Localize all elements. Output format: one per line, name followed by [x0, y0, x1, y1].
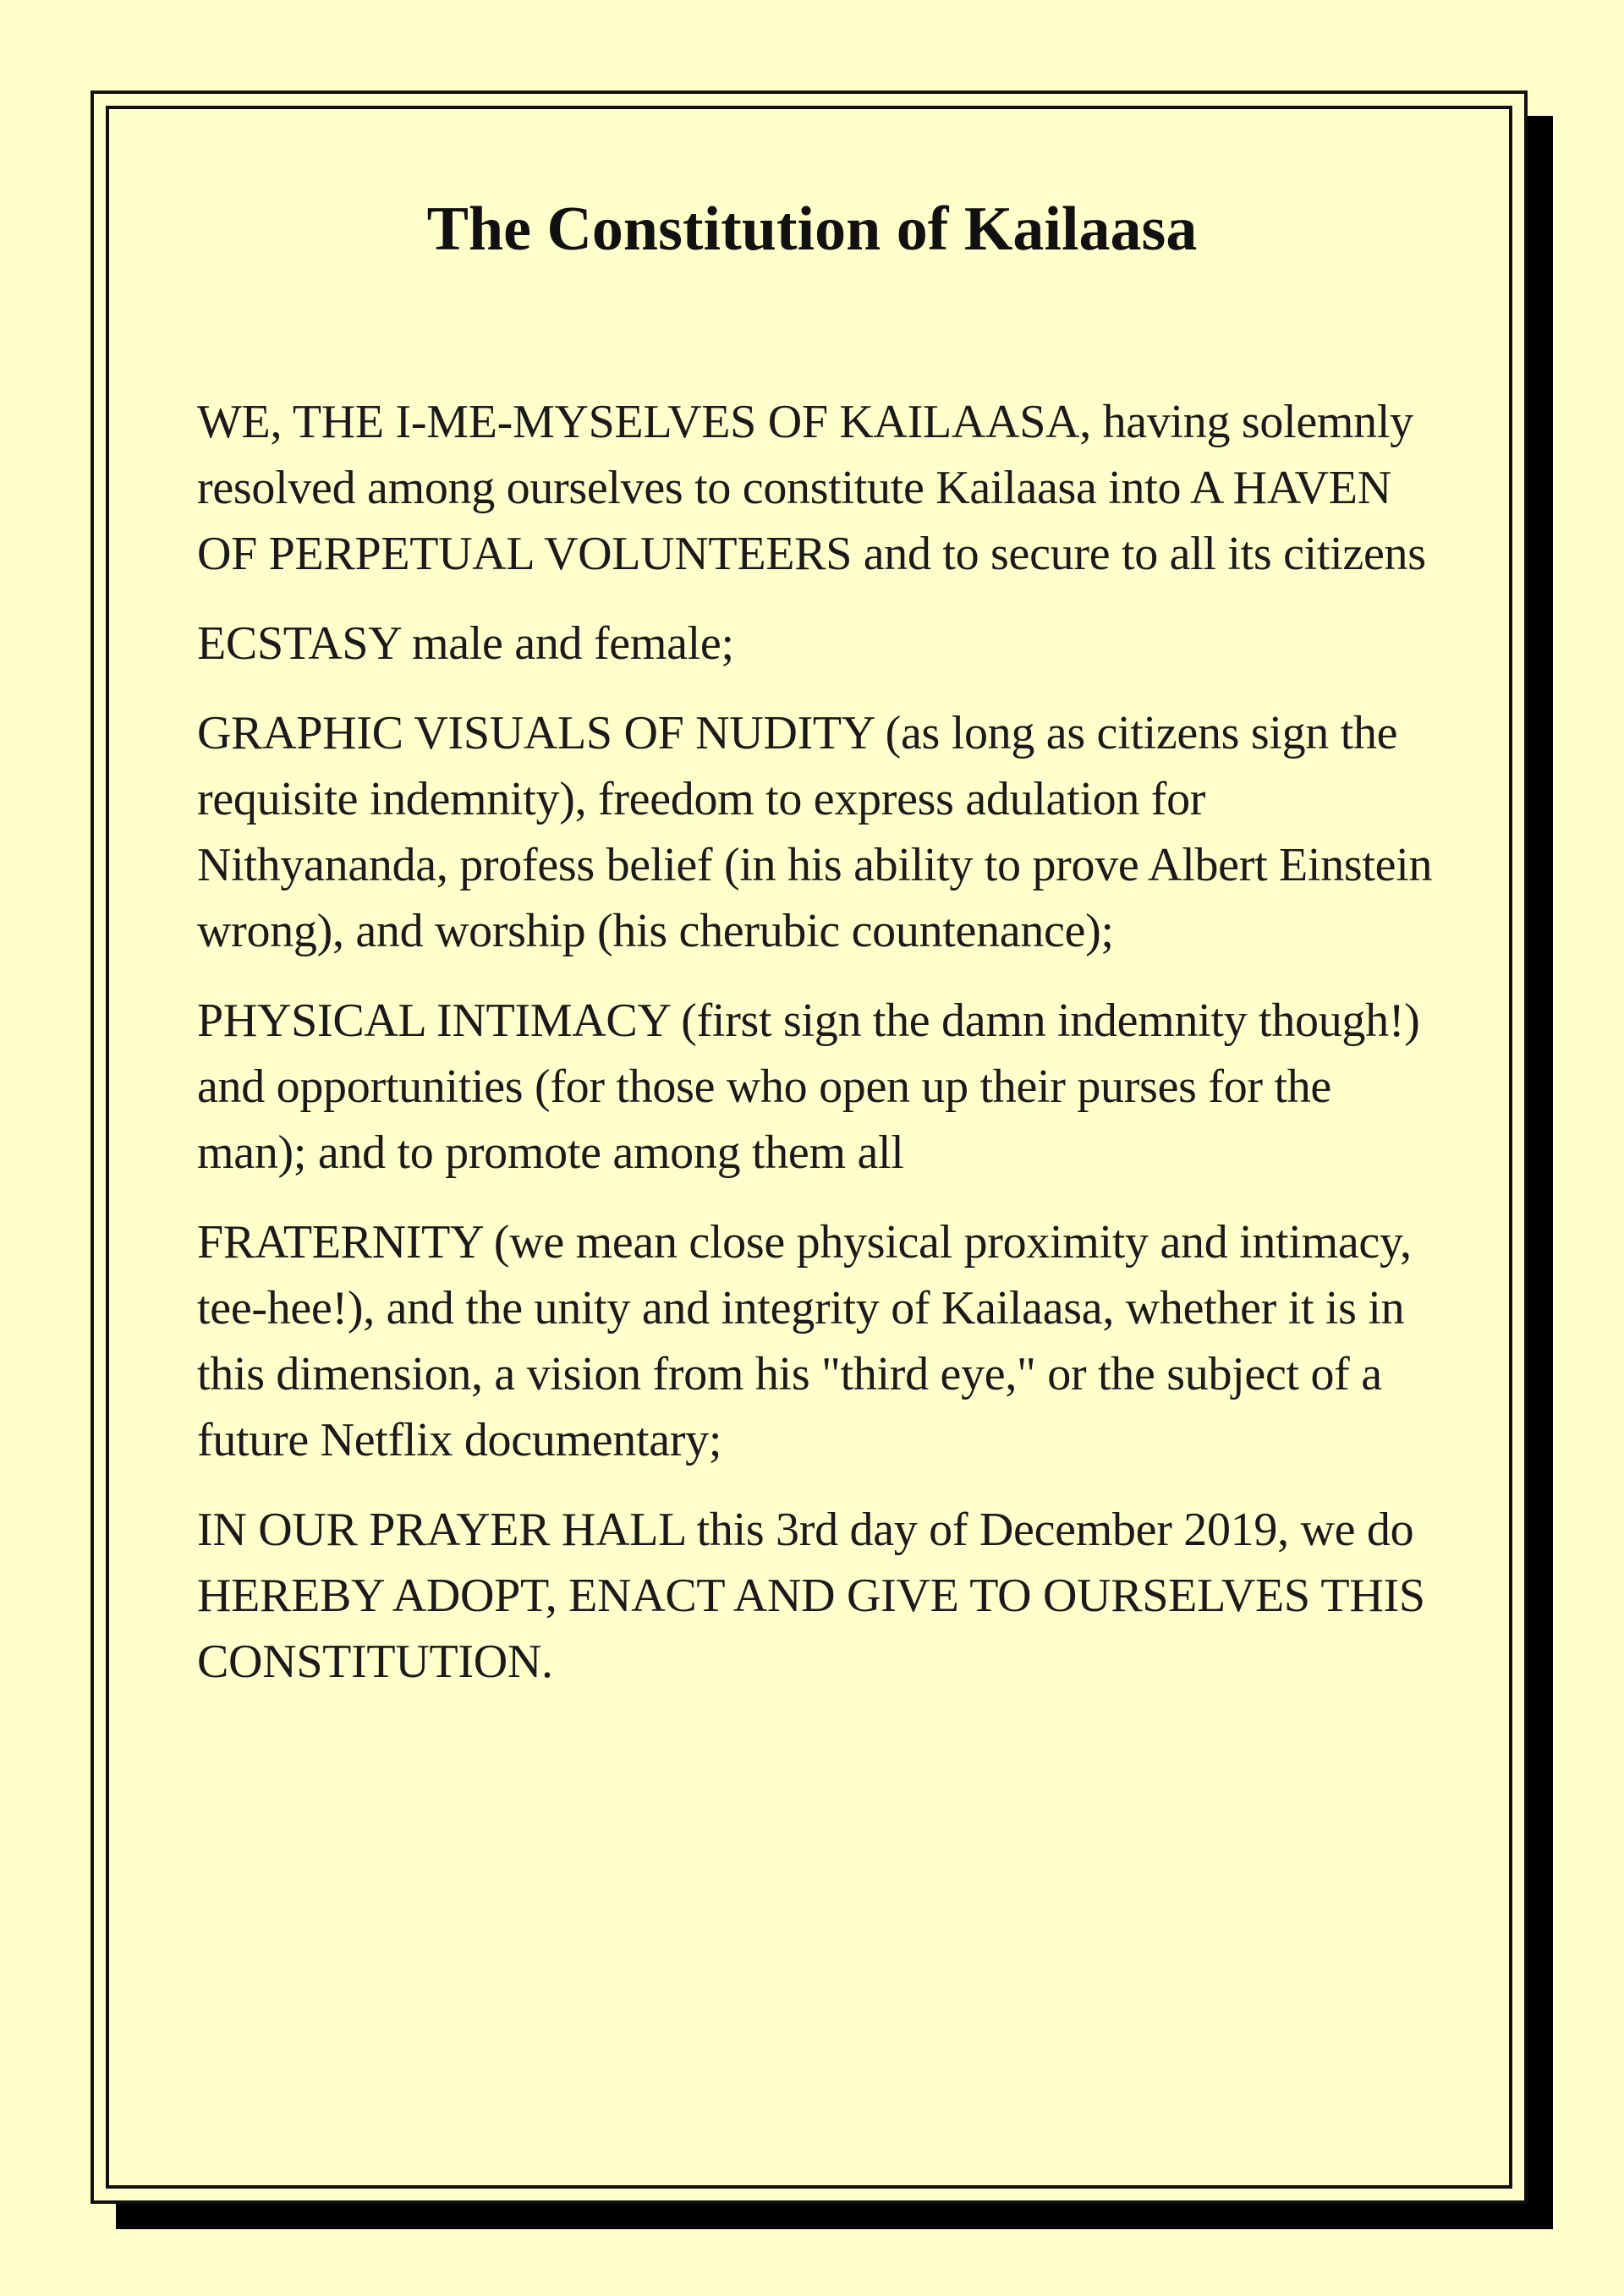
- document-title: The Constitution of Kailaasa: [426, 195, 1198, 264]
- paragraph-preamble: WE, THE I-ME-MYSELVES OF KAILAASA, having solemnly resolved among ourselves to constitute Kailaasa into A HAVEN OF PERPETUAL VOLUNTEERS and to secure to all its citizens: [197, 396, 1426, 580]
- paragraph-physical-intimacy: PHYSICAL INTIMACY (first sign the damn indemnity though!) and opportunities (for those who open up their purses for the man); and to promote among them all: [197, 995, 1420, 1179]
- paragraph-ecstasy: ECSTASY male and female;: [197, 617, 734, 670]
- document-body: [197, 389, 1449, 1718]
- paragraph-fraternity: FRATERNITY (we mean close physical proximity and intimacy, tee-hee!), and the unity and integrity of Kailaasa, whether it is in this dimension, a vision from his "third eye," or the subject of a future Netflix documentary;: [197, 1216, 1412, 1466]
- paragraph-graphic-visuals: GRAPHIC VISUALS OF NUDITY (as long as citizens sign the requisite indemnity), freedom to express adulation for Nithyananda, profess belief (in his ability to prove Albert Einstein wrong), and worship (his cherubic countenance);: [197, 707, 1433, 957]
- paragraph-adoption: IN OUR PRAYER HALL this 3rd day of December 2019, we do HEREBY ADOPT, ENACT AND GIVE TO OURSELVES THIS CONSTITUTION.: [197, 1504, 1425, 1688]
